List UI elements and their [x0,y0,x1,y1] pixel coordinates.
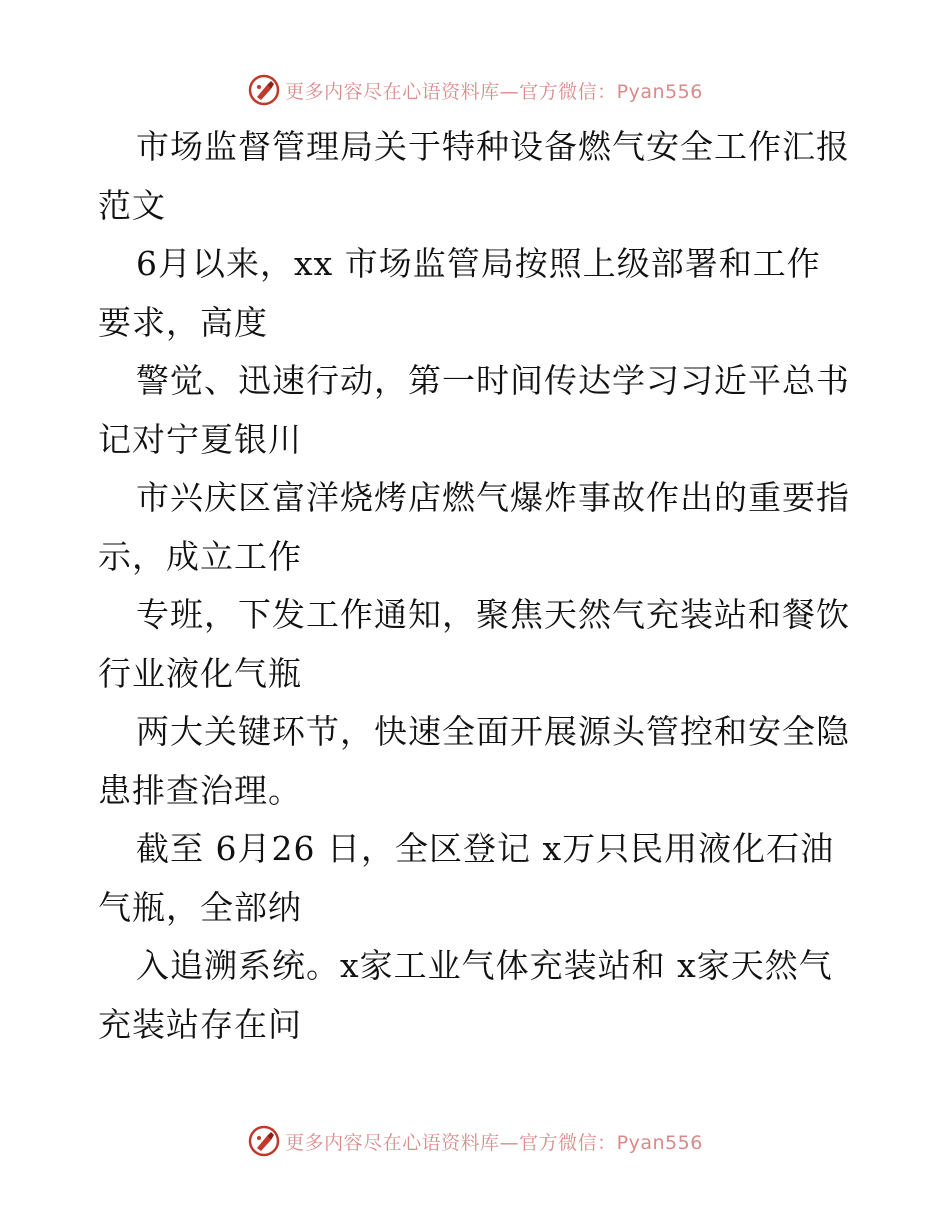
paragraph [98,820,858,937]
paragraph [98,586,858,703]
paragraph [98,352,858,469]
fountain-pen-logo-icon [247,1124,281,1158]
paragraph [98,469,858,586]
paragraph [98,235,858,352]
paragraph-line: 入追溯系统。x家工业气体充装站和 x家天然气 [136,946,833,985]
paragraph-line: 市兴庆区富洋烧烤店燃气爆炸事故作出的重要指 [136,478,850,517]
paragraph [98,937,858,1054]
paragraph-line: 气瓶，全部纳 [98,887,302,927]
paragraph-line: 两大关键环节，快速全面开展源头管控和安全隐 [136,712,850,751]
paragraph-line: 记对宁夏银川 [98,419,302,459]
footer-watermark [0,1121,950,1161]
paragraph-line: 警觉、迅速行动，第一时间传达学习习近平总书 [136,361,850,400]
paragraph-line: 患排查治理。 [98,770,302,810]
paragraph-line: 市场监督管理局关于特种设备燃气安全工作汇报 [136,127,850,166]
paragraph-line: 充装站存在问 [98,1004,302,1044]
paragraph-line: 行业液化气瓶 [98,653,302,693]
paragraph-line: 专班，下发工作通知，聚焦天然气充装站和餐饮 [136,595,850,634]
paragraph-line: 要求，高度 [98,302,268,342]
fountain-pen-logo-icon [247,73,281,107]
paragraph-line: 范文 [98,185,166,225]
watermark-text: 更多内容尽在心语资料库—官方微信：Pyan556 [285,1131,703,1154]
paragraph-line: 示，成立工作 [98,536,302,576]
watermark-text: 更多内容尽在心语资料库—官方微信：Pyan556 [285,80,703,103]
paragraph [98,703,858,820]
document-body [98,118,858,1054]
paragraph [98,118,858,235]
header-watermark [0,70,950,110]
paragraph-line: 6月以来，xx 市场监管局按照上级部署和工作 [136,244,821,283]
paragraph-line: 截至 6月26 日，全区登记 x万只民用液化石油 [136,829,835,868]
